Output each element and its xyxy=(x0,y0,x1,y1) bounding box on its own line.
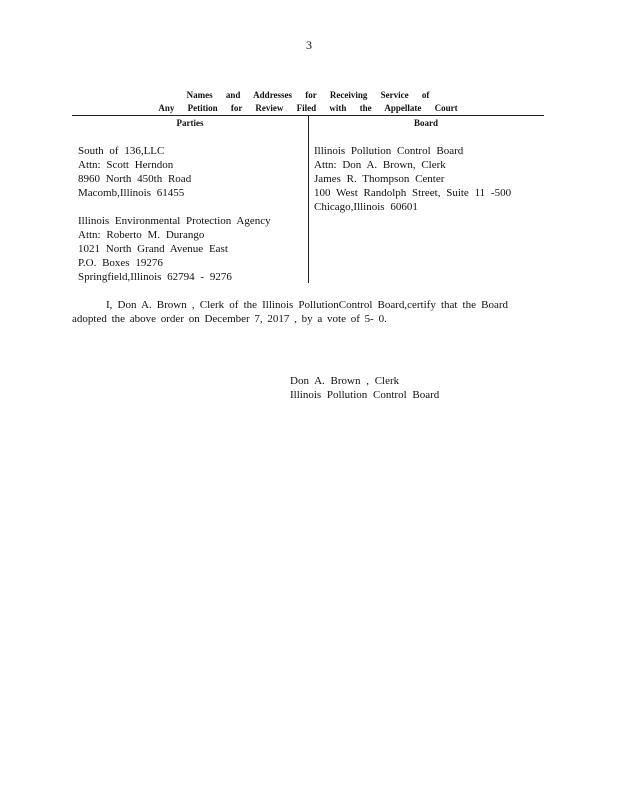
column-header-board: Board xyxy=(413,118,438,128)
address-line: Springfield,Illinois 62794 - 9276 xyxy=(78,271,232,283)
party-address-south-of-136 xyxy=(78,144,191,200)
address-line: P.O. Boxes 19276 xyxy=(78,257,163,269)
address-line: Attn: Roberto M. Durango xyxy=(78,229,205,241)
service-heading-line-1 xyxy=(72,89,544,101)
signer-organization: Illinois Pollution Control Board xyxy=(290,389,440,401)
party-address-iepa xyxy=(78,214,271,284)
address-line: Chicago,Illinois 60601 xyxy=(314,201,418,213)
address-line: Attn: Don A. Brown, Clerk xyxy=(314,159,446,171)
heading-text: Names and Addresses for Receiving Service of xyxy=(186,90,430,100)
address-line: James R. Thompson Center xyxy=(314,173,445,185)
heading-text: Any Petition for Review Filed with the Appellate Court xyxy=(158,103,458,113)
column-header-parties: Parties xyxy=(176,118,204,128)
address-line: Attn: Scott Herndon xyxy=(78,159,174,171)
address-line: Macomb,Illinois 61455 xyxy=(78,187,185,199)
address-line: South of 136,LLC xyxy=(78,145,165,157)
signer-name: Don A. Brown , Clerk xyxy=(290,375,400,387)
board-address xyxy=(314,144,511,214)
service-heading-line-2 xyxy=(72,102,544,114)
address-line: 8960 North 450th Road xyxy=(78,173,192,185)
column-divider xyxy=(308,115,309,283)
address-line: 1021 North Grand Avenue East xyxy=(78,243,228,255)
signature-block xyxy=(290,374,439,402)
address-line: Illinois Pollution Control Board xyxy=(314,145,464,157)
certification-paragraph: I, Don A. Brown , Clerk of the Illinois PollutionControl Board,certify that the Board adopted the above order on December 7, 2017 , by a vote of 5- 0. xyxy=(72,299,508,325)
page-number: 3 xyxy=(306,38,312,52)
address-line: Illinois Environmental Protection Agency xyxy=(78,215,271,227)
address-line: 100 West Randolph Street, Suite 11 -500 xyxy=(314,187,512,199)
